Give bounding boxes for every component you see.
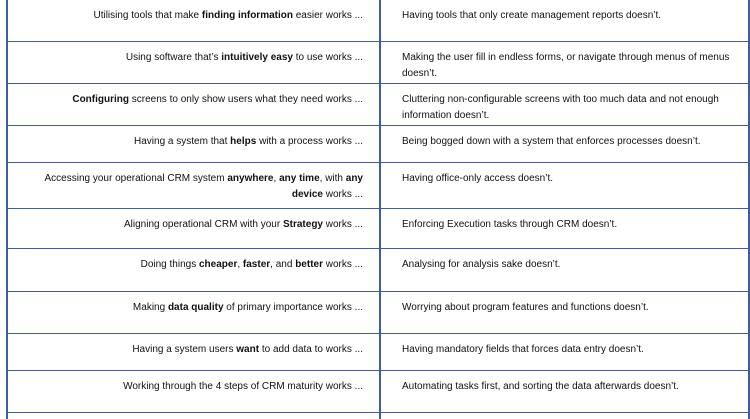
emphasis-text: any device — [291, 173, 363, 200]
cell-text: Utilising tools that make — [93, 10, 202, 21]
comparison-table — [6, 0, 750, 419]
emphasis-text: finding information — [201, 10, 293, 21]
table-row — [6, 209, 750, 249]
works-cell — [6, 249, 377, 291]
works-cell — [6, 42, 377, 83]
cell-text: , and — [270, 259, 296, 270]
table-row — [6, 0, 750, 42]
works-cell — [6, 163, 377, 208]
emphasis-text: intuitively easy — [221, 52, 293, 63]
works-cell — [6, 0, 377, 41]
table-row — [6, 371, 750, 413]
doesnt-cell: Enforcing Execution tasks through CRM doesn’t. — [402, 219, 618, 230]
cell-text: screens to only show users what they need works ... — [129, 94, 363, 105]
doesnt-cell: Having tools that only create management reports doesn’t. — [402, 10, 662, 21]
cell-text: Making — [132, 302, 168, 313]
works-cell — [6, 126, 377, 162]
table-row — [6, 126, 750, 163]
table-row — [6, 84, 750, 126]
doesnt-cell: Being bogged down with a system that enforces processes doesn’t. — [402, 136, 701, 147]
cell-text: easier works ... — [292, 10, 363, 21]
doesnt-cell: Having office-only access doesn’t. — [402, 173, 554, 184]
table-row — [6, 42, 750, 84]
cell-text: , — [273, 173, 280, 184]
emphasis-text: data quality — [167, 302, 224, 313]
cell-text: Having a system that — [134, 136, 231, 147]
emphasis-text: Configuring — [72, 94, 129, 105]
cell-text: to use works ... — [292, 52, 363, 63]
doesnt-cell: Worrying about program features and functions doesn’t. — [402, 302, 649, 313]
cell-text: with a process works ... — [256, 136, 363, 147]
cell-text: Having a system users — [132, 344, 237, 355]
works-cell — [6, 292, 377, 333]
emphasis-text: faster — [242, 259, 271, 270]
doesnt-cell: Making the user fill in endless forms, or navigate through menus of menus doesn’t. — [402, 52, 730, 79]
cell-text: Accessing your operational CRM system — [44, 173, 228, 184]
table-row — [6, 249, 750, 292]
emphasis-text: want — [236, 344, 260, 355]
cell-text: of primary importance works ... — [223, 302, 363, 313]
doesnt-cell: Having mandatory fields that forces data entry doesn’t. — [402, 344, 644, 355]
cell-text: works ... — [322, 259, 363, 270]
table-row — [6, 163, 750, 209]
emphasis-text: Strategy — [282, 219, 323, 230]
emphasis-text: helps — [230, 136, 257, 147]
emphasis-text: better — [295, 259, 323, 270]
works-cell — [6, 209, 377, 248]
table-row — [6, 334, 750, 371]
emphasis-text: cheaper — [198, 259, 238, 270]
cell-text: Aligning operational CRM with your — [124, 219, 283, 230]
works-cell — [6, 84, 377, 125]
cell-text: , — [237, 259, 243, 270]
cell-text: Working through the 4 steps of CRM maturity works ... — [123, 381, 363, 392]
doesnt-cell: Analysing for analysis sake doesn’t. — [402, 259, 561, 270]
works-cell — [6, 371, 377, 412]
table-row — [6, 292, 750, 334]
doesnt-cell: Cluttering non-configurable screens with too much data and not enough information doesn’t. — [402, 94, 719, 121]
cell-text: Using software that’s — [125, 52, 222, 63]
cell-text: to add data to works ... — [259, 344, 363, 355]
cell-text: works ... — [322, 219, 363, 230]
doesnt-cell: Automating tasks first, and sorting the data afterwards doesn’t. — [402, 381, 679, 392]
cell-text: , with — [319, 173, 346, 184]
works-cell — [6, 334, 377, 370]
emphasis-text: anywhere — [227, 173, 274, 184]
cell-text: Doing things — [140, 259, 199, 270]
emphasis-text: any time — [279, 173, 320, 184]
cell-text: works ... — [322, 189, 363, 200]
